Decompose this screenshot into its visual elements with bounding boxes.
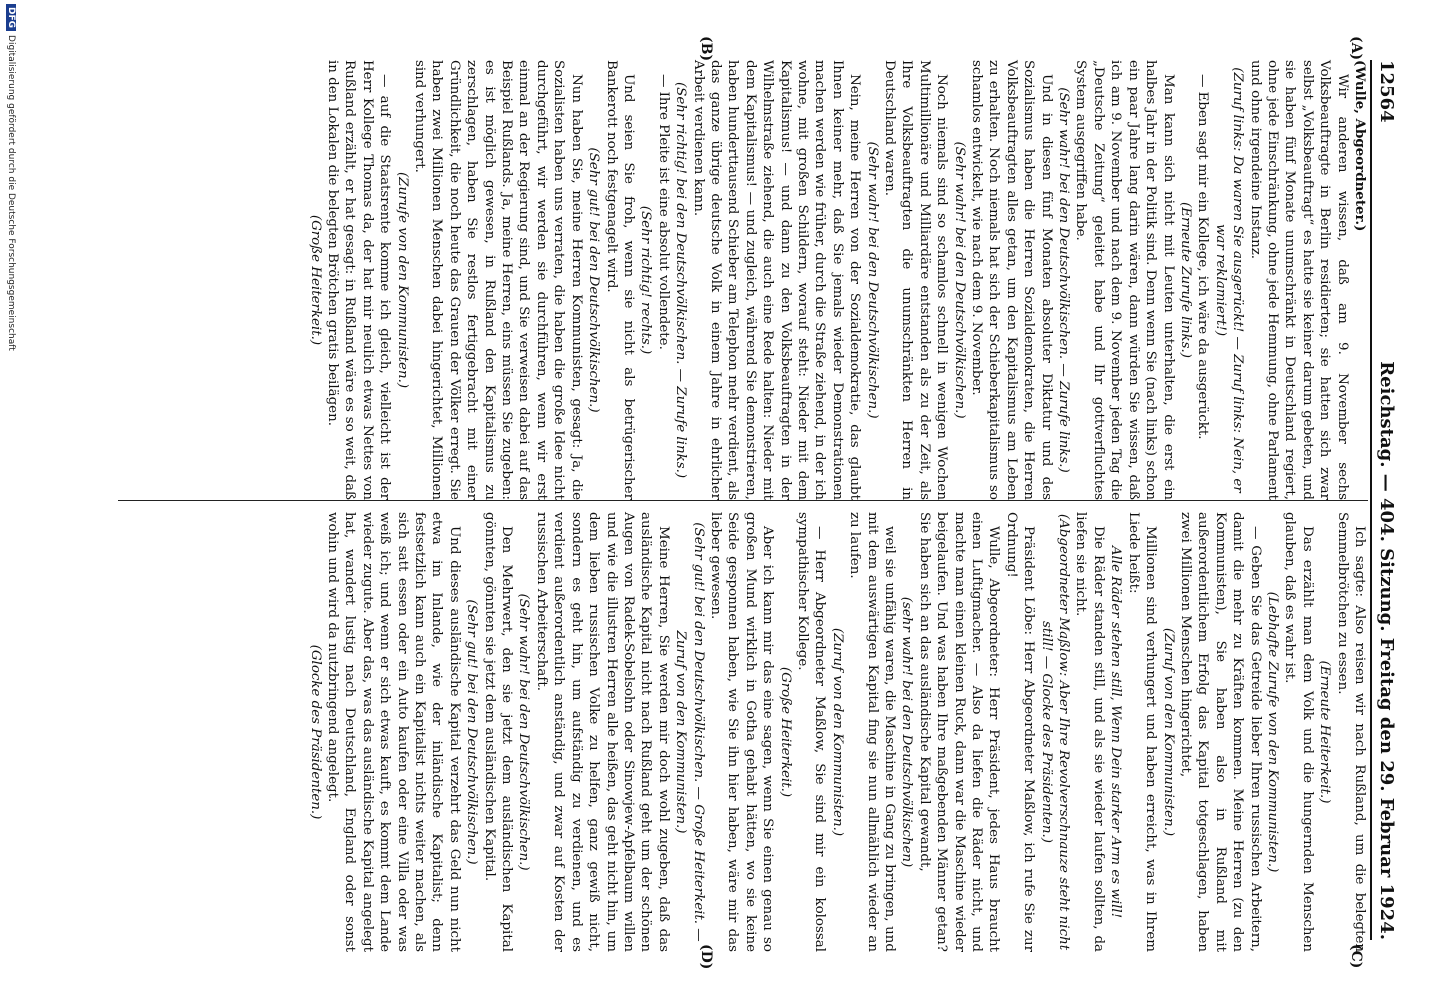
paragraph: — Ihre Pleite ist eine absolut vollendete.: [655, 74, 671, 350]
interjection: (Lebhafte Zurufe von den Kommunisten.): [1264, 591, 1280, 873]
paragraph: — Eben sagt mir ein Kollege, ich wäre da ausgerückt.: [1195, 74, 1211, 440]
interjection: (Abgeordneter Maßlow: Aber Ihre Revolverschnauze steht nicht still! — Glocke des Präsidenten.): [1038, 513, 1072, 951]
interjection: (Sehr gut! bei den Deutschvölkischen.): [464, 599, 480, 865]
paragraph: Und in diesen fünf Monaten absoluter Diktatur und des Sozialismus haben die Herren Sozialdemokraten, die Herren Volksbeauftragten alles getan, um den Kapitalismus am Leben zu erhalten. Noch niemals hat sich der Schieberkapitalismus so schamlos entwickelt, wie nach dem 9. November.: [969, 60, 1054, 500]
paragraph: — auf die Staatsrente komme ich gleich, vielleicht ist der Herr Kollege Thomas da, der hat mir neulich etwas Nettes von Rußland erzählt, er hat gesagt: in Rußland wäre es so weit, daß in den Lokalen die belegten Brötchen gratis beilägen.: [325, 60, 393, 500]
interjection: (Zuruf links: Da waren Sie ausgerückt! — Zuruf links: Nein, er war reklamiert!): [1212, 67, 1246, 493]
interjection: (Zurufe von den Kommunisten.): [394, 171, 410, 389]
interjection: (Große Heiterkeit.): [307, 214, 323, 346]
paragraph: Aber ich kann mir das eine sagen, wenn Sie einen genau so großen Mund wirklich in Gotha gehabt hätten, wo sie keine Seide gesponnen haben, wie Sie ihn hier haben, wäre mir das lieber gewesen.: [707, 512, 776, 952]
paragraph: Nein, meine Herren von der Sozialdemokratie, das glaubt Ihnen keiner mehr, daß Sie jemals wieder Demonstrationen machen werden wie früher, durch die Straße ziehend, in der ich wohne, mit großen Schildern, worauf steht: Nieder mit dem Kapitalismus! — und dann zu den Volksbeauftragten in der Wilhelmstraße ziehend, die auch eine Rede halten: Nieder mit dem Kapitalismus! — und zugleich, während Sie demonstrieren, haben hunderttausend Schieber am Telephon mehr verdient, als das ganze übrige deutsche Volk in einem Jahre in ehrlicher Arbeit verdienen kann.: [690, 60, 863, 500]
interjection: (Sehr gut! bei den Deutschvölkischen.): [586, 147, 602, 413]
paragraph: — Herr Abgeordneter Maßlow, Sie sind mir ein kolossal sympathischer Kollege.: [795, 512, 828, 952]
speaker-line: (Wulle, Abgeordneter.): [1352, 60, 1368, 232]
left-column: [306, 60, 1368, 500]
paragraph: Und dieses ausländische Kapital verzehrt das Geld nun nicht etwa im Inlande, wie der inländische Kapitalist; denn festsetzlich kann auch ein Kapitalist nichts weiter machen, als sich satt essen oder ein Auto kaufen oder eine Villa oder was weiß ich; und wenn er sich etwas kauft, es kommt dem Lande wieder zugute. Aber das, was das ausländische Kapital angelegt hat, wandert lustig nach Deutschland, England oder sonst wohin und wird da nutzbringend angelegt.: [325, 512, 462, 952]
paragraph: Die Räder standen still, und als sie wieder laufen sollten, da liefen sie nicht.: [1073, 512, 1106, 952]
paragraph: Wir anderen wissen, daß am 9. November sechs Volksbeauftragte in Berlin residierten; sie hatten sich zwar selbst „Volksbeauftragt“ es hatte sie keiner darum gebeten, und sie haben fünf Monate unumschränkt in Deutschland regiert, ohne jede Einschränkung, ohne jede Hemmung, ohne Parlament und ohne irgendeine Instanz.: [1247, 60, 1350, 500]
interjection: (Sehr wahr! bei den Deutschvölkischen.): [864, 141, 880, 419]
paragraph: Nun haben Sie, meine Herren Kommunisten, gesagt: Ja, die Sozialisten haben uns verraten, die haben die große Idee nicht durchgeführt, wir werden sie durchführen, wenn wir erst einmal an der Regierung sind, und Sie verweisen dabei auf das Beispiel Rußlands. Ja, meine Herren, eins müssen Sie zugeben: es ist möglich gewesen, in Rußland den Kapitalismus zu zerschlagen, haben Sie restlos fertiggebracht mit einer Gründlichkeit, die noch heute das Grauen der Völker erregt. Sie haben zwei Millionen Menschen dabei hingerichtet, Millionen sind verhungert.: [412, 60, 584, 500]
paragraph: Man kann sich nicht mit Leuten unterhalten, die erst ein halbes Jahr in der Politik sind. Denn wenn Sie (nach links) schon ein paar Jahre lang darin wären, dann würden Sie wissen, daß ich am 9. November und nach dem 9. November jeden Tag die „Deutsche Zeitung“ geleitet habe und Ihr gottverfluchtes System ausgegriffen habe.: [1073, 60, 1176, 500]
paragraph: Meine Herren, Sie werden mir doch wohl zugeben, daß das ausländische Kapital nicht nach Rußland geht um der schönen Augen von Radek-Sobelsohn oder Sinowjew-Apfelbaum willen und wie die illustren Herren alle heißen, das geht nicht hin, um dem lieben russischen Volke zu helfen, ganz gewiß nicht, sondern es geht hin, um aufständig zu verdienen, und es verdient außerordentlich anständig, und zwar auf Kosten der russischen Arbeiterschaft.: [533, 512, 671, 952]
interjection: Alle Räder stehen still, Wenn Dein starker Arm es will!: [1108, 545, 1124, 919]
paragraph: Präsident Löbe: Herr Abgeordneter Maßlow, ich rufe Sie zur Ordnung!: [1003, 512, 1037, 952]
interjection: (Sehr richtig! rechts.): [638, 205, 654, 355]
interjection: (Erneute Heiterkeit.): [1317, 660, 1333, 804]
page-title: Reichstag. — 404. Sitzung. Freitag den 29. Februar 1924.: [1376, 361, 1397, 940]
interjection: (Sehr wahr! bei den Deutschvölkischen.): [516, 593, 532, 871]
interjection: (Sehr wahr! bei den Deutschvölkischen. — Zurufe links.): [1056, 87, 1072, 473]
paragraph: — Geben Sie das Getreide lieber Ihren russischen Arbeitern, damit die mehr zu Kräften kommen. Meine Herren (zu den Kommunisten), Sie haben also in Rußland mit außerordentlichem Erfolg das Kapital totgeschlagen, haben zwei Millionen Menschen hingerichtet,: [1177, 512, 1263, 952]
interjection: (Zuruf von den Kommunisten.): [829, 627, 845, 837]
paragraph: Ich sagte: Also reisen wir nach Rußland, um die belegten Semmelbrötchen zu essen.: [1334, 512, 1367, 952]
margin-mark-c: (C): [1348, 944, 1364, 969]
paragraph: Das erzählt man dem Volk und die hungernden Menschen glauben, daß es wahr ist.: [1282, 512, 1315, 952]
margin-mark-b: (B): [698, 36, 714, 62]
paragraph: Wulle, Abgeordneter: Herr Präsident, jedes Haus braucht einen Luftigmacher. — Also da liefen die Räder nicht, und machte man einen kleinen Ruck, dann war die Maschine wieder beigelaufen. Und was haben Ihre maßgebenden Männer getan? Sie haben sich an das ausländische Kapital gewandt,: [916, 512, 1002, 952]
dfg-logo: DFG: [6, 4, 16, 31]
column-divider: [118, 500, 1368, 501]
page-number: 12564: [1376, 60, 1397, 123]
interjection: (Glocke des Präsidenten.): [307, 644, 323, 820]
right-column: [306, 512, 1368, 952]
digitization-footer: [6, 4, 16, 351]
interjection: (Sehr gut! bei den Deutschvölkischen. — Große Heiterkeit. — Zuruf von den Kommunisten.): [673, 522, 706, 942]
interjection: (Sehr richtig! bei den Deutschvölkischen. — Zurufe links.): [673, 81, 689, 479]
interjection: (Zuruf von den Kommunisten.): [1160, 627, 1176, 837]
margin-mark-a: (A): [1348, 36, 1364, 61]
page-header: [1370, 60, 1406, 940]
interjection: (Sehr wahr! bei den Deutschvölkischen.): [951, 141, 967, 419]
interjection: (Erneute Zurufe links.): [1177, 202, 1193, 358]
margin-mark-d: (D): [698, 944, 714, 970]
paragraph: weil sie unfähig waren, die Maschine in Gang zu bringen, und mit dem auswärtigen Kapital fing sie nun allmählich wieder an zu laufen.: [847, 512, 898, 952]
paragraph: Den Mehrwert, den sie jetzt dem ausländischen Kapital gönnten, gönnten sie jetzt dem ausländischen Kapital.: [481, 512, 515, 952]
interjection: (sehr wahr! bei den Deutschvölkischen): [899, 596, 915, 868]
paragraph: Noch niemals sind so schamlos schnell in wenigen Wochen Multimillionäre und Milliardäre entstanden als zu der Zeit, als Ihre Volksbeauftragten die unumschränkten Herren in Deutschland waren.: [882, 60, 950, 500]
interjection: (Große Heiterkeit.): [777, 666, 793, 798]
paragraph: Millionen sind verhungert und haben erreicht, was in Ihrem Liede heißt:: [1125, 512, 1159, 952]
paragraph: Und seien Sie froh, wenn sie nicht als betrügerischer Bankerott noch festgenagelt wird.: [603, 60, 636, 500]
footer-text: Digitalisierung gefördert durch die Deutsche Forschungsgemeinschaft: [6, 35, 16, 351]
